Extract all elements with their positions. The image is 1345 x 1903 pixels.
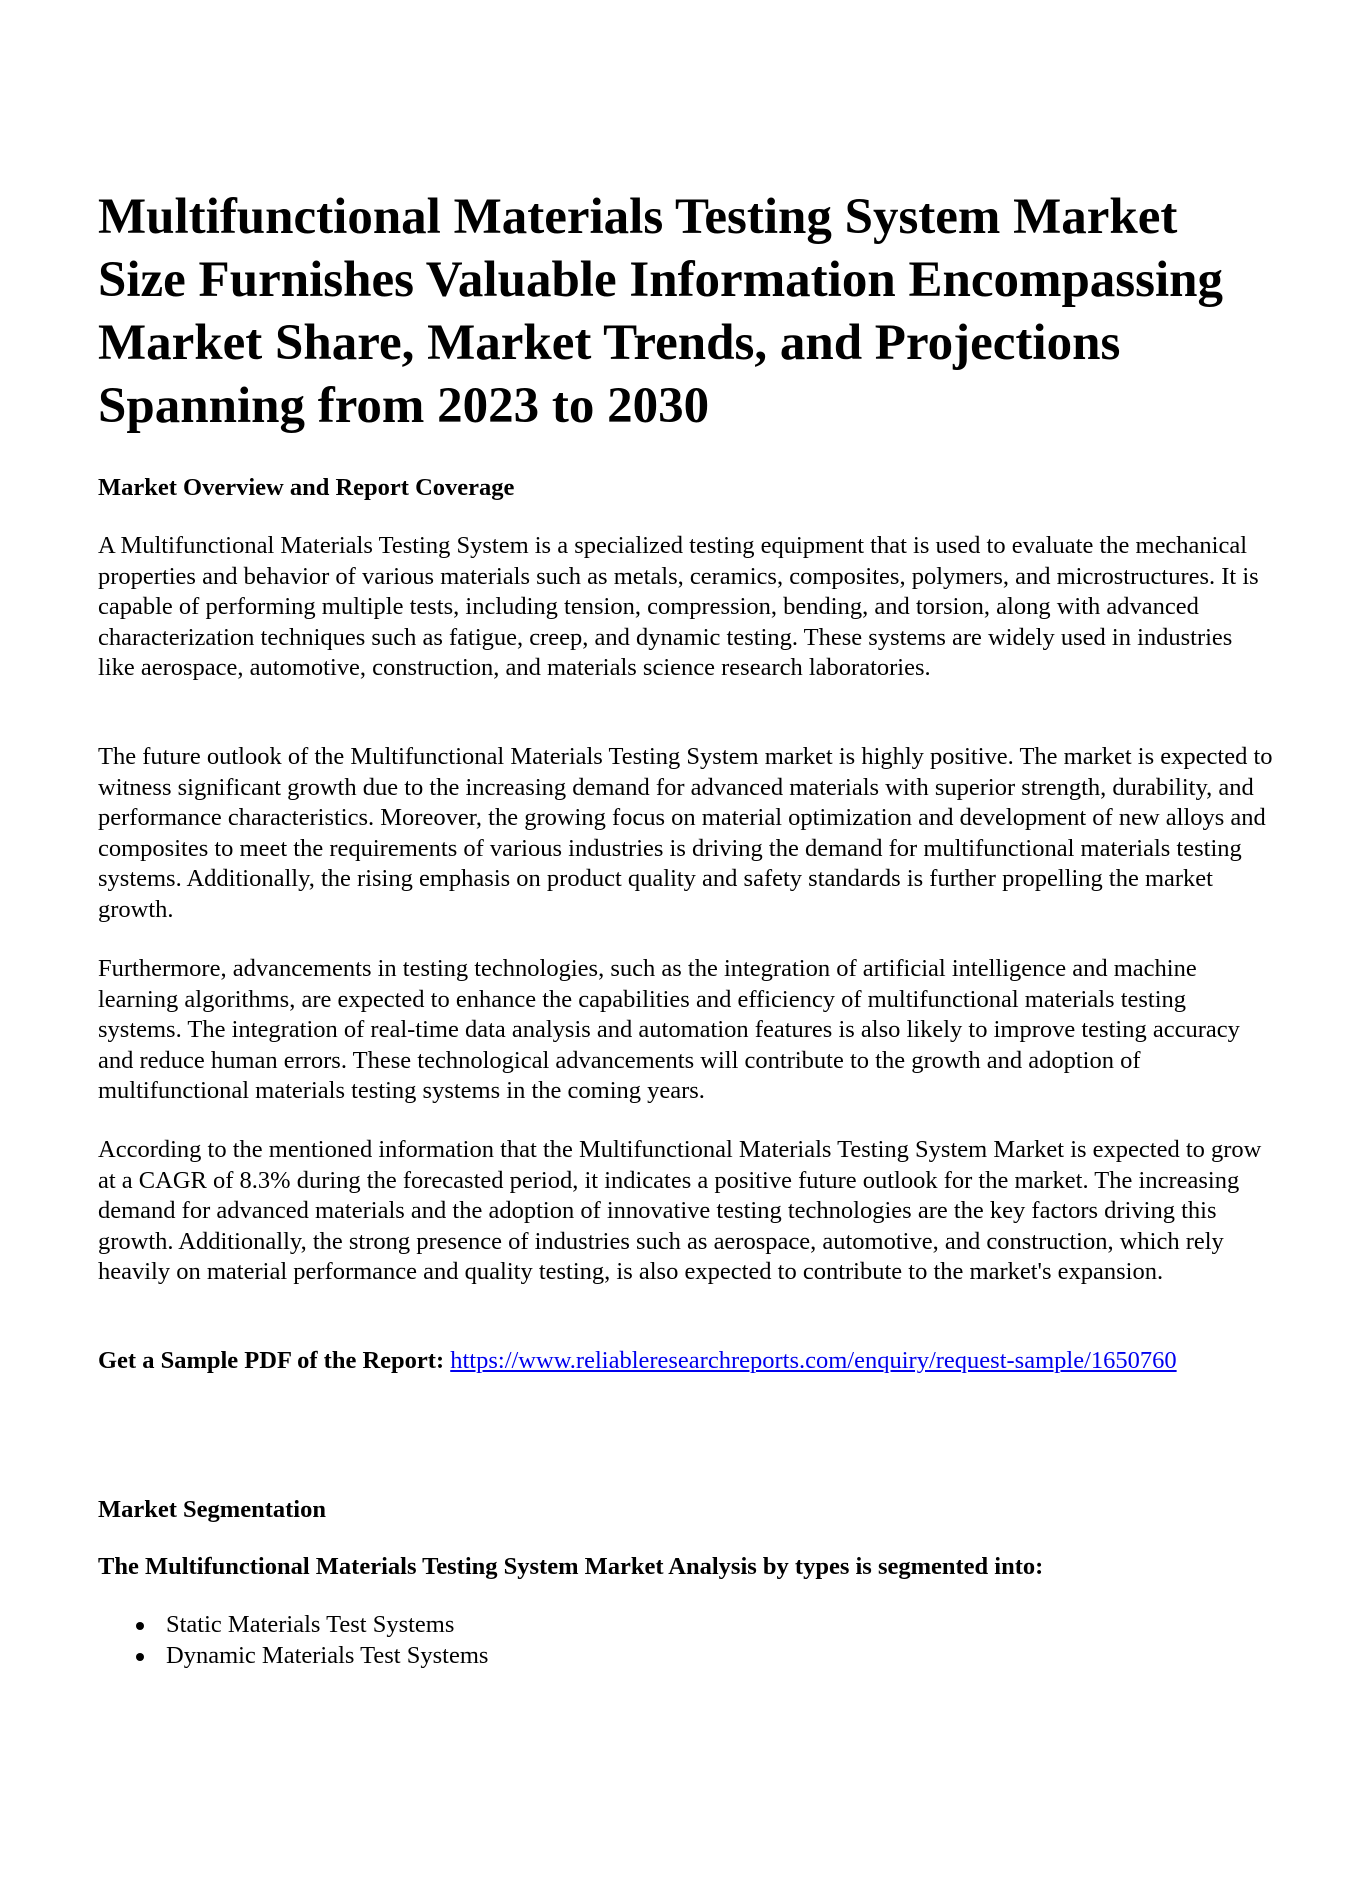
type-label: Static Materials Test Systems	[166, 1611, 455, 1638]
types-heading: The Multifunctional Materials Testing System Market Analysis by types is segmented into:	[98, 1553, 1044, 1580]
overview-heading: Market Overview and Report Coverage	[98, 474, 515, 501]
page-title: Multifunctional Materials Testing System Market Size Furnishes Valuable Information Encompassing Market Share, Market Trends, and Projections Spanning from 2023 to 2030	[98, 189, 1224, 434]
bullet-icon	[136, 1653, 144, 1661]
paragraph-technology: Furthermore, advancements in testing technologies, such as the integration of artificial intelligence and machine learning algorithms, are expected to enhance the capabilities and efficiency of multifunctional materials testing systems. The integration of real-time data analysis and automation features is also likely to improve testing accuracy and reduce human errors. These technological advancements will contribute to the growth and adoption of multifunctional materials testing systems in the coming years.	[98, 955, 1240, 1105]
sample-pdf-line	[98, 1346, 1273, 1377]
sample-pdf-label: Get a Sample PDF of the Report:	[98, 1347, 445, 1374]
bullet-icon	[136, 1622, 144, 1630]
sample-pdf-link[interactable]: https://www.reliableresearchreports.com/enquiry/request-sample/1650760	[450, 1347, 1177, 1374]
type-label: Dynamic Materials Test Systems	[166, 1641, 489, 1669]
list-item	[98, 1610, 1273, 1641]
paragraph-definition: A Multifunctional Materials Testing System is a specialized testing equipment that is used to evaluate the mechanical properties and behavior of various materials such as metals, ceramics, composites, polymers, and microstructures. It is capable of performing multiple tests, including tension, compression, bending, and torsion, along with advanced characterization techniques such as fatigue, creep, and dynamic testing. These systems are widely used in industries like aerospace, automotive, construction, and materials science research laboratories.	[98, 532, 1259, 682]
paragraph-outlook: The future outlook of the Multifunctional Materials Testing System market is highly positive. The market is expected to witness significant growth due to the increasing demand for advanced materials with superior strength, durability, and performance characteristics. Moreover, the growing focus on material optimization and development of new alloys and composites to meet the requirements of various industries is driving the demand for multifunctional materials testing systems. Additionally, the rising emphasis on product quality and safety standards is further propelling the market growth.	[98, 743, 1273, 923]
list-item	[98, 1641, 1273, 1672]
types-list	[98, 1610, 1273, 1671]
segmentation-heading: Market Segmentation	[98, 1496, 326, 1523]
paragraph-cagr: According to the mentioned information that the Multifunctional Materials Testing System Market is expected to grow at a CAGR of 8.3% during the forecasted period, it indicates a positive future outlook for the market. The increasing demand for advanced materials and the adoption of innovative testing technologies are the key factors driving this growth. Additionally, the strong presence of industries such as aerospace, automotive, and construction, which rely heavily on material performance and quality testing, is also expected to contribute to the market's expansion.	[98, 1136, 1262, 1286]
